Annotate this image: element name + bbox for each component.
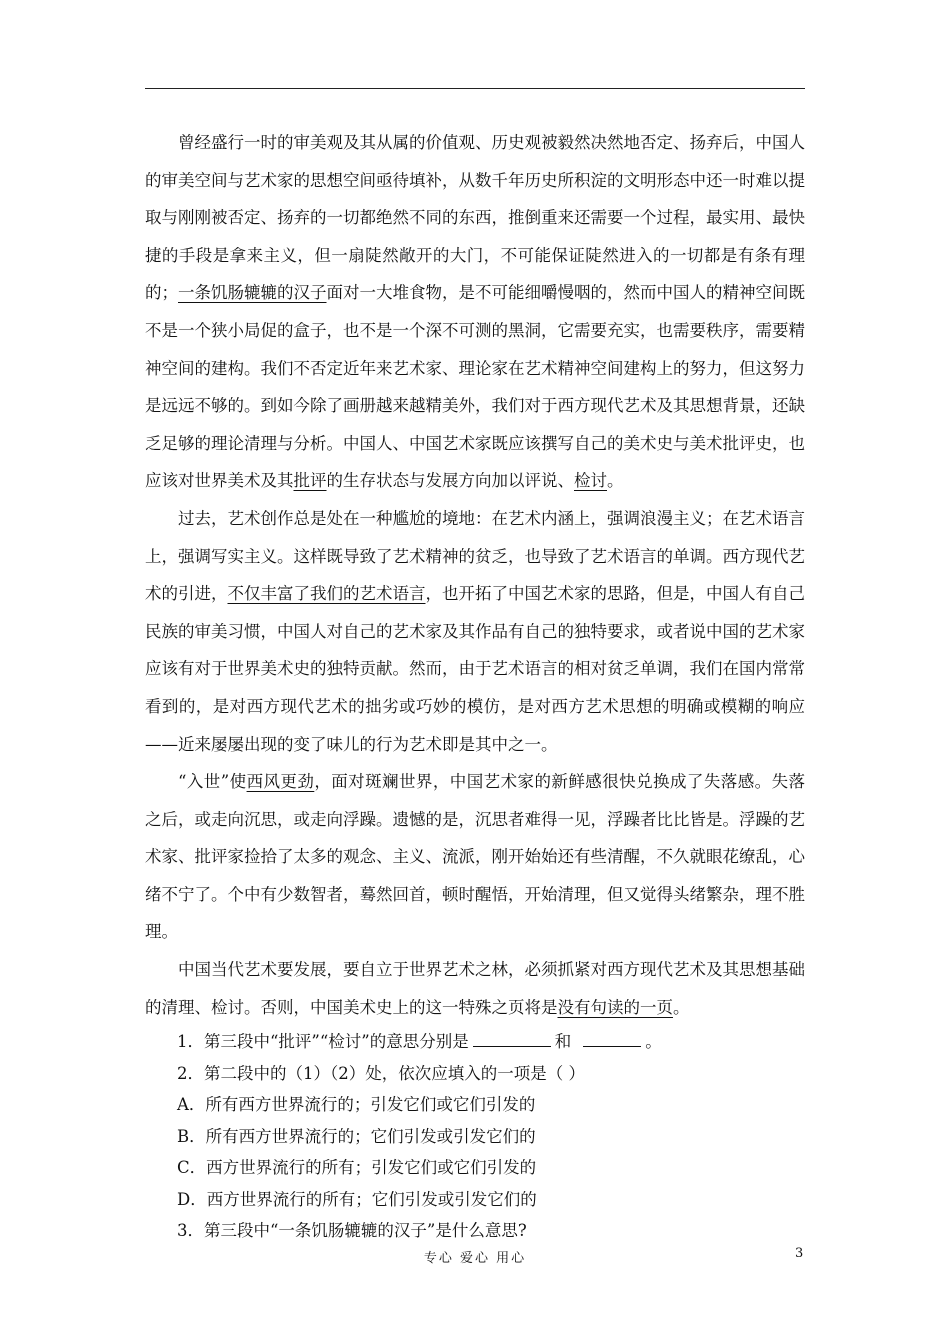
text-segment: “入世”使 <box>178 772 247 792</box>
paragraph-1 <box>145 124 805 500</box>
question-1 <box>145 1026 805 1058</box>
question-1-text: 1．第三段中“批评”“检讨”的意思分别是 <box>177 1032 469 1052</box>
paragraph-4 <box>145 951 805 1026</box>
answer-blank-1[interactable] <box>473 1030 551 1047</box>
paragraph-2 <box>145 500 805 763</box>
text-segment: 面对一大堆食物，是不可能细嚼慢咽的，然而中国人的精神空间既不是一个狭小局促的盒子，也不是一个深不可测的黑洞，它需要充实，也需要秩序，需要精神空间的建构。我们不否定近年来艺术家、理论家在艺术精神空间建构上的努力，但这努力是远远不够的。到如今除了画册越来越精美外，我们对于西方现代艺术及其思想背景，还缺乏足够的理论清理与分析。中国人、中国艺术家既应该撰写自己的美术史与美术批评史，也应该对世界美术及其 <box>145 283 805 491</box>
text-segment: 。 <box>607 471 624 491</box>
option-a: A．所有西方世界流行的；引发它们或它们引发的 <box>177 1095 536 1115</box>
question-1-and: 和 <box>554 1032 572 1052</box>
header-rule <box>145 88 805 89</box>
question-2: 2．第二段中的（1）（2）处，依次应填入的一项是（ ） <box>177 1063 585 1083</box>
underlined-phrase: 不仅丰富了我们的艺术语言 <box>227 584 426 604</box>
document-body <box>145 124 805 1247</box>
underlined-phrase: 西风更劲 <box>246 772 315 792</box>
text-segment: ，面对斑斓世界，中国艺术家的新鲜感很快兑换成了失落感。失落之后，或走向沉思，或走向浮躁。遗憾的是，沉思者难得一见，浮躁者比比皆是。浮躁的艺术家、批评家捡拾了太多的观念、主义、流派，刚开始始还有些清醒，不久就眼花缭乱，心绪不宁了。个中有少数智者，蓦然回首，顿时醒悟，开始清理，但又觉得头绪繁杂，理不胜理。 <box>145 772 806 942</box>
text-segment: ，也开拓了中国艺术家的思路，但是，中国人有自己民族的审美习惯，中国人对自己的艺术家及其作品有自己的独特要求，或者说中国的艺术家应该有对于世界美术史的独特贡献。然而，由于艺术语言的相对贫乏单调，我们在国内常常看到的，是对西方现代艺术的拙劣或巧妙的模仿，是对西方艺术思想的明确或模糊的响应——近来屡屡出现的变了味儿的行为艺术即是其中之一。 <box>145 584 805 754</box>
text-segment: 过去，艺术创作总是处在一种尴尬的境地：在艺术内涵上，强调浪漫主义；在艺术语言上，强调写实主义。这样既导致了艺术精神的贫乏，也导致了艺术语言的单调。西方现代艺术的引进， <box>145 508 805 604</box>
question-1-end: 。 <box>645 1032 662 1052</box>
text-segment: 。 <box>673 997 690 1017</box>
paragraph-3 <box>145 763 805 951</box>
underlined-phrase: 一条饥肠辘辘的汉子 <box>178 283 327 303</box>
answer-blank-2[interactable] <box>583 1030 641 1047</box>
text-segment: 曾经盛行一时的审美观及其从属的价值观、历史观被毅然决然地否定、扬弃后，中国人的审美空间与艺术家的思想空间亟待填补，从数千年历史所积淀的文明形态中还一时难以提取与刚刚被否定、扬弃的一切都绝然不同的东西，推倒重来还需要一个过程，最实用、最快捷的手段是拿来主义，但一扇陡然敞开的大门，不可能保证陡然进入的一切都是有条有理的； <box>145 133 805 303</box>
text-segment: 的生存状态与发展方向加以评说、 <box>326 471 574 491</box>
option-c: C．西方世界流行的所有；引发它们或它们引发的 <box>177 1158 537 1178</box>
option-d: D．西方世界流行的所有；它们引发或引发它们的 <box>177 1189 537 1209</box>
text-segment: 中国当代艺术要发展，要自立于世界艺术之林，必须抓紧对西方现代艺术及其思想基础的清理、检讨。否则，中国美术史上的这一特殊之页将是 <box>145 960 805 1017</box>
underlined-phrase: 没有句读的一页 <box>557 997 673 1017</box>
underlined-phrase: 检讨 <box>574 471 607 491</box>
option-b: B．所有西方世界流行的；它们引发或引发它们的 <box>177 1126 536 1146</box>
footer-motto: 专心 爱心 用心 <box>423 1251 527 1266</box>
question-3: 3．第三段中“一条饥肠辘辘的汉子”是什么意思? <box>177 1221 527 1241</box>
underlined-phrase: 批评 <box>293 471 327 491</box>
page-number: 3 <box>795 1246 804 1261</box>
